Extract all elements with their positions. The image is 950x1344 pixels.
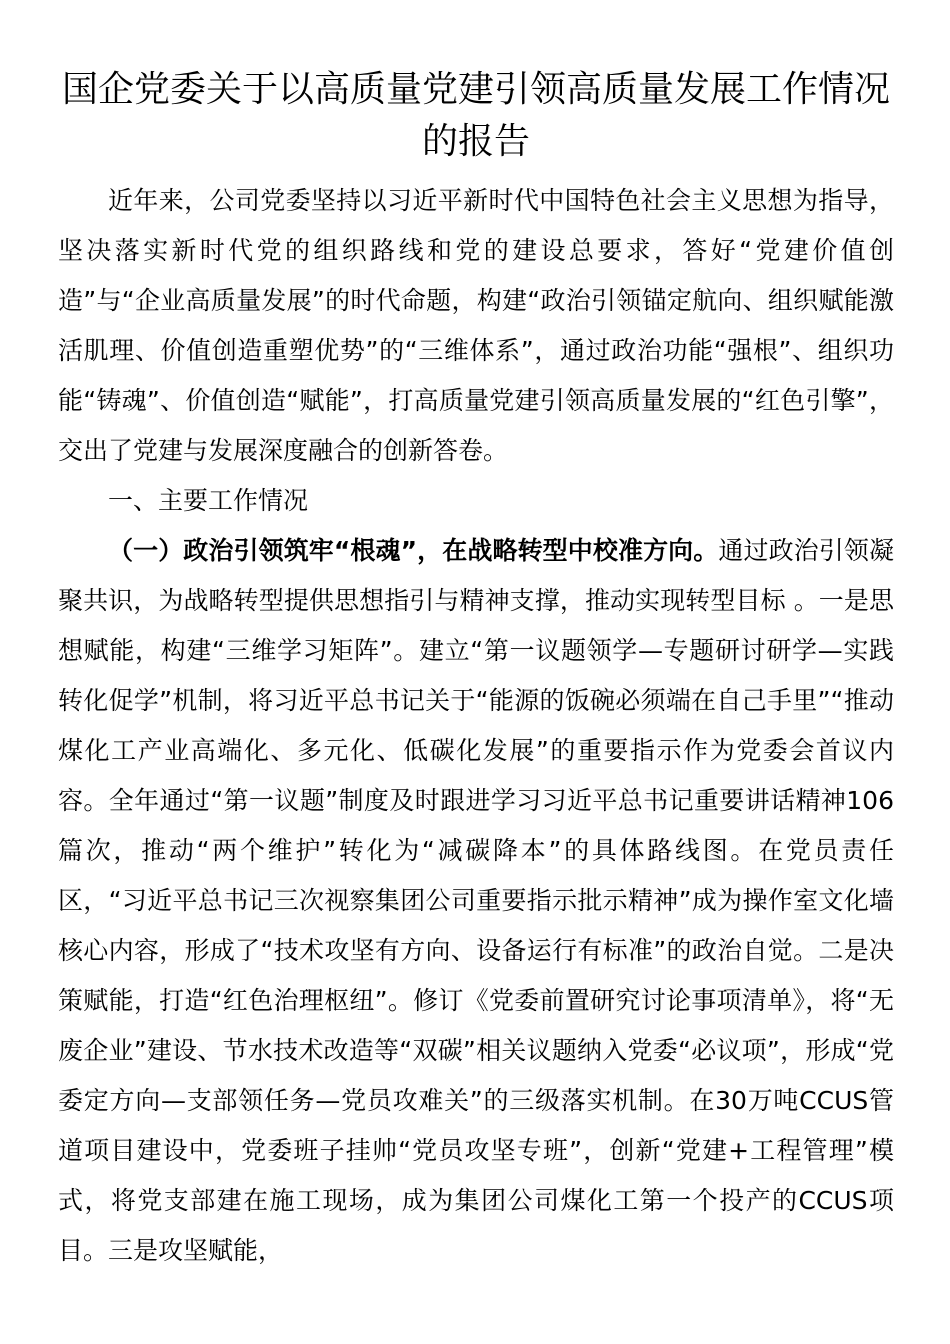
intro-paragraph: 近年来，公司党委坚持以习近平新时代中国特色社会主义思想为指导，坚决落实新时代党的组织路线和党的建设总要求，答好“党建价值创造”与“企业高质量发展”的时代命题，构建“政治引领锚定航向、组织赋能激活肌理、价值创造重塑优势”的“三维体系”，通过政治功能“强根”、组织功能“铸魂”、价值创造“赋能”，打高质量党建引领高质量发展的“红色引擎”，交出了党建与发展深度融合的创新答卷。 xyxy=(58,186,894,465)
subsection-body: 通过政治引领凝聚共识，为战略转型提供思想指引与精神支撑，推动实现转型目标 。一是思想赋能，构建“三维学习矩阵”。建立“第一议题领学—专题研讨研学—实践转化促学”机制，将习近平总书记关于“能源的饭碗必须端在自己手里”“推动煤化工产业高端化、多元化、低碳化发展”的重要指示作为党委会首议内容。全年通过“第一议题”制度及时跟进学习习近平总书记重要讲话精神106篇次，推动“两个维护”转化为“减碳降本”的具体路线图。在党员责任区，“习近平总书记三次视察集团公司重要指示批示精神”成为操作室文化墙核心内容，形成了“技术攻坚有方向、设备运行有标准”的政治自觉。二是决策赋能，打造“红色治理枢纽”。修订《党委前置研究讨论事项清单》，将“无废企业”建设、节水技术改造等“双碳”相关议题纳入党委“必议项”，形成“党委定方向—支部领任务—党员攻难关”的三级落实机制。在30万吨CCUS管道项目建设中，党委班子挂帅“党员攻坚专班”，创新“党建+工程管理”模式，将党支部建在施工现场，成为集团公司煤化工第一个投产的CCUS项目。三是攻坚赋能， xyxy=(58,536,895,1265)
subsection-paragraph xyxy=(58,526,894,1276)
subsection-lead: （一）政治引领筑牢“根魂”，在战略转型中校准方向。 xyxy=(108,536,719,565)
document-title: 国企党委关于以高质量党建引领高质量发展工作情况的报告 xyxy=(61,69,890,162)
section-heading: 一、主要工作情况 xyxy=(108,486,309,515)
